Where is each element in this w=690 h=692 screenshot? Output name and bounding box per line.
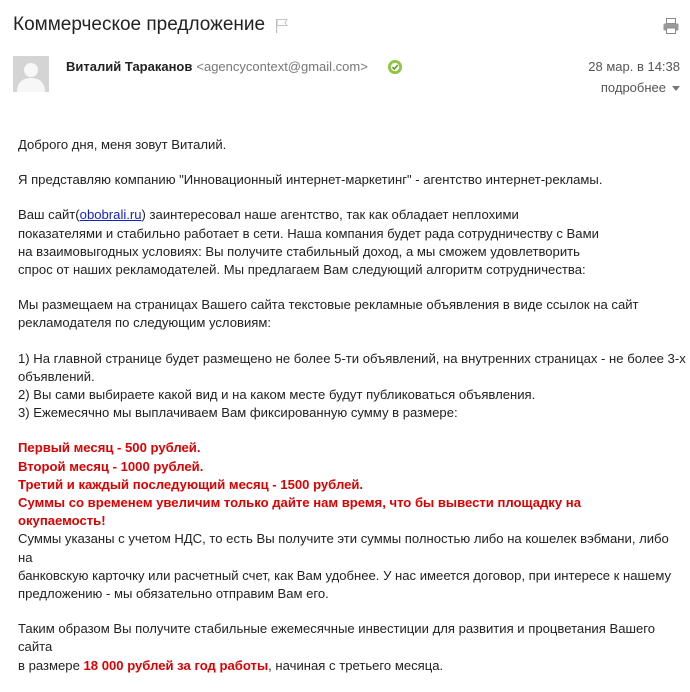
sender-info: [66, 59, 368, 74]
vat-paragraph: [18, 530, 686, 603]
email-subject: Коммерческое предложение: [13, 14, 266, 35]
print-icon[interactable]: [662, 17, 680, 35]
verified-status-icon: [387, 59, 403, 75]
summary-paragraph: [18, 620, 686, 675]
offer-note-line2: окупаемость!: [18, 513, 106, 529]
intro-paragraph: Я представляю компанию "Инновационный интернет-маркетинг" - агентство интернет-рекламы.: [18, 172, 603, 188]
details-toggle[interactable]: [601, 80, 680, 95]
vat-line3: предложению - мы обязательно отправим Вам его.: [18, 586, 329, 602]
placement-paragraph: [18, 296, 686, 332]
summary-line1: Таким образом Вы получите стабильные ежемесячные инвестиции для развития и процветания Вашего сайта: [18, 621, 656, 655]
vat-line1: Суммы указаны с учетом НДС, то есть Вы получите эти суммы полностью либо на кошелек вэбмани, либо на: [18, 531, 669, 565]
placement-line2: рекламодателя по следующим условиям:: [18, 315, 272, 331]
summary-line2-post: , начиная с третьего месяца.: [268, 657, 444, 673]
email-date: 28 мар. в 14:38: [588, 59, 680, 74]
default-avatar-icon: [13, 56, 49, 92]
site-paragraph: [18, 206, 686, 279]
conditions-list: [18, 350, 686, 423]
sender-avatar[interactable]: [13, 56, 49, 92]
site-link[interactable]: obobrali.ru: [79, 207, 142, 223]
chevron-down-icon: [672, 86, 680, 91]
summary-amount: 18 000 рублей за год работы: [83, 657, 269, 673]
placement-line1: Мы размещаем на страницах Вашего сайта текстовые рекламные объявления в виде ссылок на сайт: [18, 297, 639, 313]
condition-1-line1: 1) На главной странице будет размещено не более 5-ти объявлений, на внутренних страницах - не более 3-х: [18, 350, 686, 366]
vat-line2: банковскую карточку или расчетный счет, как Вам удобнее. У нас имеется договор, при интересе к нашему: [18, 567, 672, 583]
flag-icon[interactable]: [275, 18, 289, 34]
offer-note-line1: Суммы со временем увеличим только дайте нам время, что бы вывести площадку на: [18, 495, 581, 511]
site-text-line4: спрос от наших рекламодателей. Мы предлагаем Вам следующий алгоритм сотрудничества:: [18, 262, 586, 278]
offer-month-3: Третий и каждый последующий месяц - 1500 рублей.: [18, 476, 364, 492]
condition-1-line2: объявлений.: [18, 368, 95, 384]
site-text-pre: Ваш сайт(: [18, 207, 80, 223]
condition-2: 2) Вы сами выбираете какой вид и на каком месте будут публиковаться объявления.: [18, 387, 536, 403]
condition-3: 3) Ежемесячно мы выплачиваем Вам фиксированную сумму в размере:: [18, 405, 458, 421]
offers-list: [18, 439, 686, 530]
site-text-line2: показателями и стабильно работает в сети. Наша компания будет рада сотрудничеству с Вами: [18, 225, 599, 241]
sender-email: <agencycontext@gmail.com>: [196, 59, 368, 74]
summary-line2-pre: в размере: [18, 657, 84, 673]
site-text-line1: ) заинтересовал наше агентство, так как обладает неплохими: [141, 207, 519, 223]
email-body: [18, 136, 686, 692]
email-header: [13, 12, 680, 42]
sender-name[interactable]: Виталий Тараканов: [66, 59, 193, 74]
site-text-line3: на взаимовыгодных условиях: Вы получите стабильный доход, а мы сможем удовлетворить: [18, 243, 580, 259]
details-label: подробнее: [600, 80, 666, 95]
offer-month-1: Первый месяц - 500 рублей.: [18, 440, 201, 456]
greeting: Доброго дня, меня зовут Виталий.: [18, 137, 227, 152]
offer-month-2: Второй месяц - 1000 рублей.: [18, 458, 204, 474]
